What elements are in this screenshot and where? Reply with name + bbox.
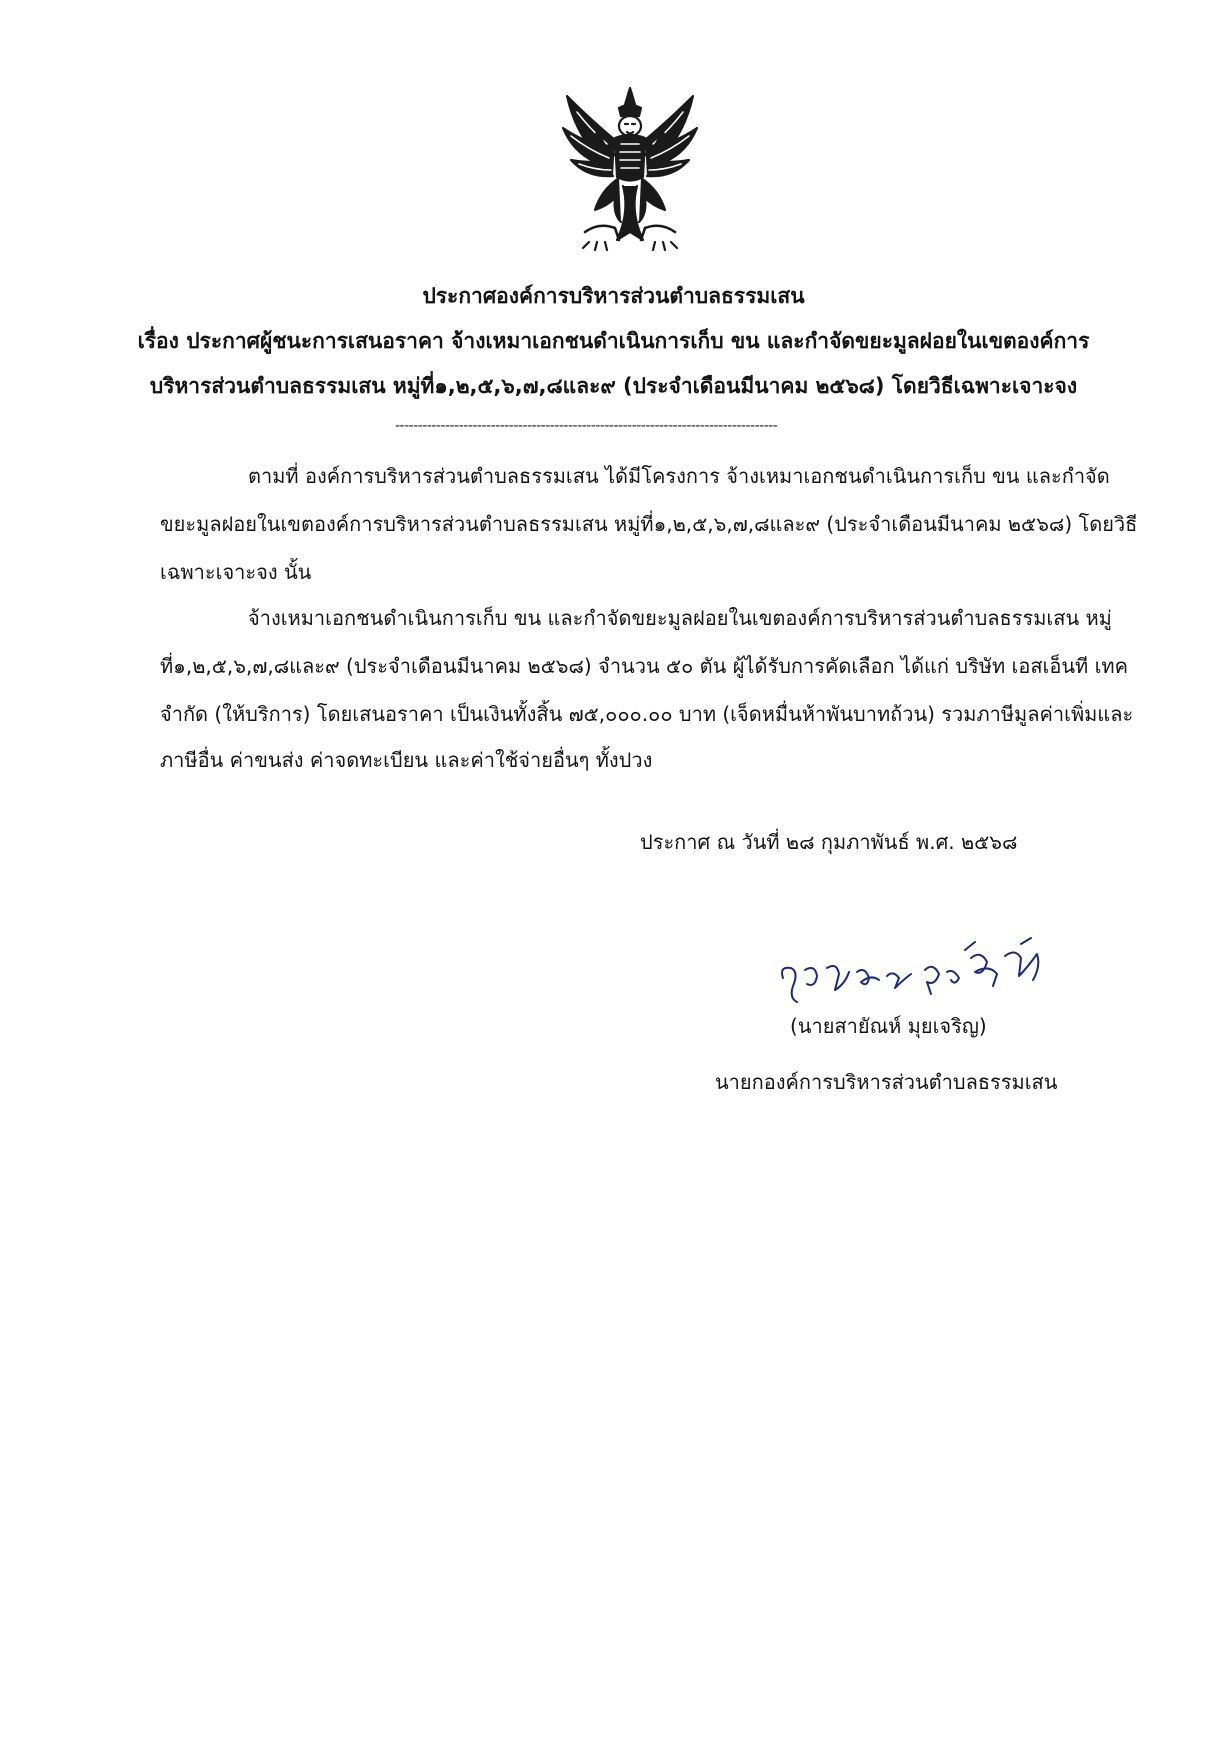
garuda-emblem-icon — [555, 82, 705, 257]
paragraph-1-line-3: เฉพาะเจาะจง นั้น — [160, 560, 312, 584]
separator-line: ------------------------------------------------------------------------------------ — [395, 418, 778, 434]
handwritten-signature — [775, 928, 1060, 1013]
signatory-name: (นายสายัณห์ มุยเจริญ) — [790, 1014, 987, 1038]
announcement-subject-line-1: เรื่อง ประกาศผู้ชนะการเสนอราคา จ้างเหมาเอกชนดำเนินการเก็บ ขน และกำจัดขยะมูลฝอยในเขตองค์การ — [137, 329, 1090, 353]
announce-date: ประกาศ ณ วันที่ ๒๘ กุมภาพันธ์ พ.ศ. ๒๕๖๘ — [640, 830, 1018, 854]
paragraph-1-line-2: ขยะมูลฝอยในเขตองค์การบริหารส่วนตำบลธรรมเสน หมู่ที่๑,๒,๕,๖,๗,๘และ๙ (ประจำเดือนมีนาคม ๒๕๖๘) โดยวิธี — [160, 512, 1138, 536]
paragraph-2-line-2: ที่๑,๒,๕,๖,๗,๘และ๙ (ประจำเดือนมีนาคม ๒๕๖๘) จำนวน ๕๐ ตัน ผู้ได้รับการคัดเลือก ได้แก่ บริษัท เอสเอ็นที เทค — [160, 654, 1128, 678]
paragraph-2-line-4: ภาษีอื่น ค่าขนส่ง ค่าจดทะเบียน และค่าใช้จ่ายอื่นๆ ทั้งปวง — [160, 748, 653, 772]
announcement-title: ประกาศองค์การบริหารส่วนตำบลธรรมเสน — [422, 284, 805, 308]
paragraph-1-line-1: ตามที่ องค์การบริหารส่วนตำบลธรรมเสน ได้มีโครงการ จ้างเหมาเอกชนดำเนินการเก็บ ขน และกำจัด — [248, 464, 1110, 488]
signatory-position: นายกองค์การบริหารส่วนตำบลธรรมเสน — [715, 1070, 1058, 1094]
announcement-subject-line-2: บริหารส่วนตำบลธรรมเสน หมู่ที่๑,๒,๕,๖,๗,๘และ๙ (ประจำเดือนมีนาคม ๒๕๖๘) โดยวิธีเฉพาะเจาะจง — [149, 374, 1078, 398]
paragraph-2-line-3: จำกัด (ให้บริการ) โดยเสนอราคา เป็นเงินทั้งสิ้น ๗๕,๐๐๐.๐๐ บาท (เจ็ดหมื่นห้าพันบาทถ้วน) รวมภาษีมูลค่าเพิ่มและ — [160, 702, 1134, 726]
paragraph-2-line-1: จ้างเหมาเอกชนดำเนินการเก็บ ขน และกำจัดขยะมูลฝอยในเขตองค์การบริหารส่วนตำบลธรรมเสน หมู่ — [248, 606, 1112, 630]
